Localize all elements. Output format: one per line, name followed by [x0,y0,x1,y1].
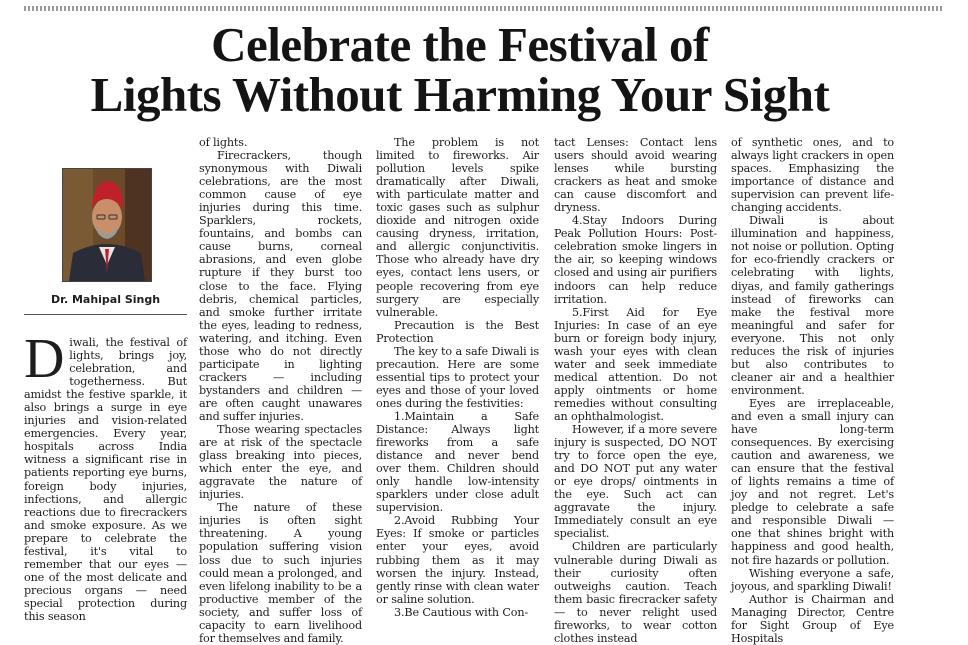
paragraph: Wishing everyone a safe, joyous, and sparkling Diwali! [731,566,894,593]
tip-item: 3.Be Cautious with Con- [394,605,529,619]
author-note: Author is Chairman and Managing Director, Centre for Sight Group of Eye Hospitals [731,592,894,645]
author-portrait-icon [63,169,151,281]
tip-item: 1.Maintain a Safe Distance: Always light fireworks from a safe distance and never bend over them. Children should only handle low-intensity sparklers under close adult supervision. [376,409,539,515]
subheading: Precaution is the Best Protection [376,318,539,345]
paragraph: of lights. [199,136,248,149]
tip-item: 5.First Aid for Eye Injuries: In case of an eye burn or foreign body injury, wash your eyes with clean water and seek immediate medical attention. Do not apply ointments or home remedies without consulting an ophthalmologist. [554,305,717,423]
paragraph: The key to a safe Diwali is precaution. Here are some essential tips to protect your eyes and those of your loved ones during the festivities: [376,344,539,410]
article-column-1 [24,328,187,623]
lead-paragraph: iwali, the festival of lights, brings joy, celebration, and togetherness. But amidst the festive sparkle, it also brings a surge in eye injuries and vision-related emergencies. Every year, hospitals across India witness a significant rise in patients reporting eye burns, foreign body injuries, infections, and allergic reactions due to firecrackers and smoke exposure. As we prepare to celebrate the festival, it's vital to remember that our eyes — one of the most delicate and precious organs — need special protection during this season [24,336,187,623]
paragraph: Diwali is about illumination and happiness, not noise or pollution. Opting for eco-friendly crackers or celebrating with lights, diyas, and family gatherings instead of fireworks can make the festival more meaningful and safer for everyone. This not only reduces the risk of injuries but also contributes to cleaner air and a healthier environment. [731,214,894,397]
paragraph: The nature of these injuries is often sight threatening. A young population suffering vision loss due to such injuries could mean a prolonged, and even lifelong inability to be a productive member of the society, and suffer loss of capacity to earn livelihood for themselves and family. [199,501,362,645]
tip-item: 2.Avoid Rubbing Your Eyes: If smoke or particles enter your eyes, avoid rubbing them as it may worsen the injury. Instead, gently rinse with clean water or saline solution. [376,514,539,606]
page-top-rule [24,6,944,11]
drop-cap: D [24,328,65,390]
byline-caption [24,288,187,315]
author-photo [62,168,152,282]
article-column-2 [199,136,362,645]
paragraph: Those wearing spectacles are at risk of the spectacle glass breaking into pieces, which enter the eye, and aggravate the nature of injuries. [199,423,362,502]
article-column-3 [376,136,539,619]
author-name: Dr. Mahipal Singh [50,293,161,306]
paragraph: However, if a more severe injury is suspected, DO NOT try to force open the eye, and DO NOT put any water or eye drops/ ointments in the eye. Such act can aggravate the injury. Immediately consult an eye specialist. [554,423,717,541]
headline [0,17,920,122]
article-column-5 [731,136,894,645]
headline-line-2: Lights Without Harming Your Sight [90,67,830,122]
paragraph: Firecrackers, though synonymous with Diwali celebrations, are the most common cause of eye injuries during this time. Sparklers, rockets, fountains, and bombs can cause burns, corneal abrasions, and even globe rupture if they burst too close to the face. Flying debris, chemical particles, and smoke further irritate the eyes, leading to redness, watering, and itching. Even those who do not directly participate in lighting crackers — including bystanders and children — are often caught unawares and suffer injuries. [199,149,362,423]
headline-line-1: Celebrate the Festival of [211,17,709,72]
tip-item: 4.Stay Indoors During Peak Pollution Hours: Post-celebration smoke lingers in the air, so keeping windows closed and using air purifiers indoors can help reduce irritation. [554,214,717,306]
tip-item: tact Lenses: Contact lens users should avoid wearing lenses while bursting crackers as heat and smoke can cause discomfort and dryness. [554,136,717,215]
article-column-4 [554,136,717,645]
paragraph: The problem is not limited to fireworks. Air pollution levels spike dramatically after Diwali, with particulate matter and toxic gases such as sulphur dioxide and nitrogen oxide causing dryness, irritation, and allergic conjunctivitis. Those who already have dry eyes, contact lens users, or people recovering from eye surgery are especially vulnerable. [376,136,539,319]
paragraph: Eyes are irreplaceable, and even a small injury can have long-term consequences. By exercising caution and awareness, we can ensure that the festival of lights remains a time of joy and not regret. Let's pledge to celebrate a safe and responsible Diwali — one that shines bright with happiness and good health, not fire hazards or pollution. [731,396,894,567]
paragraph: of synthetic ones, and to always light crackers in open spaces. Emphasizing the importance of distance and supervision can prevent life-changing accidents. [731,136,894,215]
paragraph: Children are particularly vulnerable during Diwali as their curiosity often outweighs caution. Teach them basic firecracker safety — to never relight used fireworks, to wear cotton clothes instead [554,540,717,645]
